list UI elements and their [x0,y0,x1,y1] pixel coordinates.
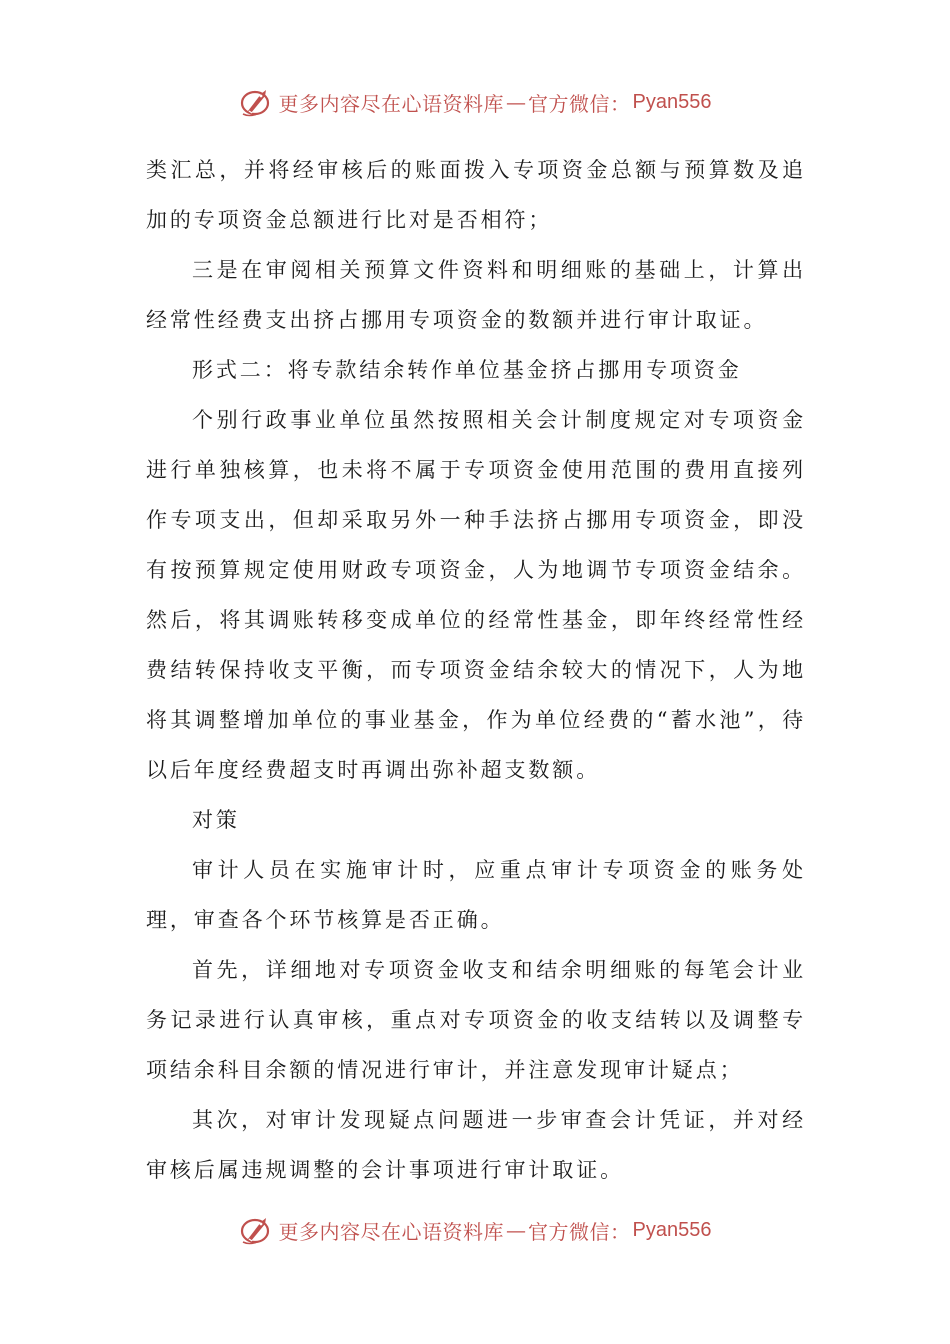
document-body [146,145,806,1195]
paragraph-8: 其次，对审计发现疑点问题进一步审查会计凭证，并对经审核后属违规调整的会计事项进行审计取证。 [146,1108,806,1182]
header-contact-id: Pyan556 [632,90,712,113]
footer-separator: — [506,1218,527,1242]
footer-brand-text: 更多内容尽在心语资料库 [278,1219,505,1244]
paragraph-2: 三是在审阅相关预算文件资料和明细账的基础上，计算出经常性经费支出挤占挪用专项资金的数额并进行审计取证。 [146,258,806,332]
paragraph-6: 审计人员在实施审计时，应重点审计专项资金的账务处理，审查各个环节核算是否正确。 [146,858,806,932]
paragraph-4: 个别行政事业单位虽然按照相关会计制度规定对专项资金进行单独核算，也未将不属于专项资金使用范围的费用直接列作专项支出，但却采取另外一种手法挤占挪用专项资金，即没有按预算规定使用财政专项资金，人为地调节专项资金结余。然后，将其调账转移变成单位的经常性基金，即年终经常性经费结转保持收支平衡，而专项资金结余较大的情况下，人为地将其调整增加单位的事业基金，作为单位经费的“蓄水池”，待以后年度经费超支时再调出弥补超支数额。 [146,408,806,782]
footer-banner [0,1210,950,1250]
pen-nib-logo-icon [239,84,275,120]
header-brand-text: 更多内容尽在心语资料库 [278,91,505,116]
paragraph-3-heading: 形式二：将专款结余转作单位基金挤占挪用专项资金 [192,358,742,382]
footer-contact-id: Pyan556 [632,1218,712,1241]
paragraph-5-heading: 对策 [192,808,240,832]
paragraph-7: 首先，详细地对专项资金收支和结余明细账的每笔会计业务记录进行认真审核，重点对专项资金的收支结转以及调整专项结余科目余额的情况进行审计，并注意发现审计疑点； [146,958,806,1082]
paragraph-1: 类汇总，并将经审核后的账面拨入专项资金总额与预算数及追加的专项资金总额进行比对是否相符； [146,158,806,232]
header-banner [0,82,950,122]
header-separator: — [506,90,527,114]
header-contact-label: 官方微信： [528,91,631,116]
pen-nib-logo-icon [239,1212,275,1248]
footer-contact-label: 官方微信： [528,1219,631,1244]
